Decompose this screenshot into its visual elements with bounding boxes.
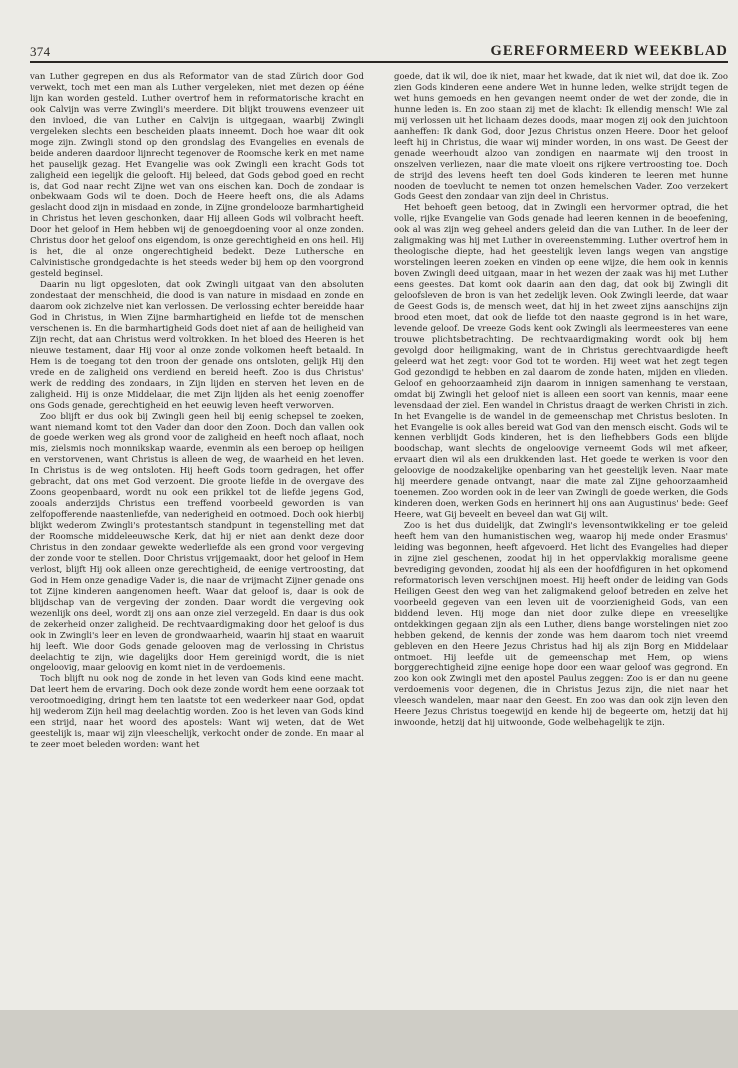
left-column <box>30 72 364 1000</box>
page-number: 374 <box>30 44 51 59</box>
paragraph: goede, dat ik wil, doe ik niet, maar het kwade, dat ik niet wil, dat doe ik. Zoo zien Gods kinderen eene andere Wet in hunne leden, welke strijdt tegen de wet huns gemoeds en hen gevangen neemt onder de wet der zonde, die in hunne leden is. En zoo staan zij met de klacht: Ik ellendig mensch! Wie zal mij verlossen uit het lichaam dezes doods, maar mogen zij ook den juichtoon aanheffen: Ik dank God, door Jezus Christus onzen Heere. Door het geloof leeft hij in Christus, die waar wij minder worden, in ons wast. De Geest der genade weerhoudt alzoo van zondigen en naarmate wij den troost in onszelven verliezen, naar die mate vloeit ons rijkere vertroosting toe. Doch de strijd des levens heeft ten doel Gods kinderen te leeren met hunne nooden de toevlucht te nemen tot onzen hemelschen Vader. Zoo verzekert Gods Geest den zondaar van zijn deel in Christus. <box>394 72 728 203</box>
paragraph: van Luther gegrepen en dus als Reformator van de stad Zürich door God verwekt, toch met een man als Luther vergeleken, niet met dezen op ééne lijn kan worden gesteld. Luther overtrof hem in reformatorische kracht en ook Calvijn was verre Zwingli's meerdere. Dit blijkt trouwens evenzeer uit den invloed, die van Luther en Calvijn is uitgegaan, waarbij Zwingli vergeleken slechts een bescheiden plaats inneemt. Doch hoe waar dit ook moge zijn. Zwingli stond op den grondslag des Evangelies en evenals de beide anderen daardoor lijnrecht tegenover de Roomsche kerk en met name het pauselijk gezag. Het Evangelie was ook Zwingli een kracht Gods tot zaligheid een iegelijk die gelooft. Hij beleed, dat Gods gebod goed en recht is, dat God naar recht Zijne wet van ons eischen kan. Doch de zondaar is onbekwaam Gods wil te doen. Doch de Heere heeft ons, die als Adams geslacht dood zijn in misdaad en zonde, in Zijne grondelooze barmhartigheid in Christus het leven geschonken, daar Hij alleen Gods wil volbracht heeft. Door het geloof in Hem hebben wij de genoegdoening voor al onze zonden. Christus door het geloof ons eigendom, is onze gerechtigheid en ons heil. Hij is het, die al onze ongerechtigheid bedekt. Deze Luthersche en Calvinistische grondgedachte is het steeds weder bij hem op den voorgrond gesteld beginsel. <box>30 72 364 280</box>
running-header <box>30 40 728 60</box>
scan-background <box>0 1010 738 1068</box>
header-rule <box>30 61 728 63</box>
paragraph: Het behoeft geen betoog, dat in Zwingli een hervormer optrad, die het volle, rijke Evangelie van Gods genade had leeren kennen in de beoefening, ook al was zijn weg geheel anders geleid dan die van Luther. In de leer der zaligmaking was hij met Luther in overeenstemming. Luther overtrof hem in theologische diepte, had het geestelijk leven langs wegen van angstige worstelingen leeren zoeken en vinden op eene wijze, die hem ook in kennis boven Zwingli deed uitgaan, maar in het wezen der zaak was hij met Luther eens geestes. Dat komt ook daarin aan den dag, dat ook bij Zwingli dit geloofsleven de bron is van het zedelijk leven. Ook Zwingli leerde, dat waar de Geest Gods is, de mensch weet, dat hij in het zweet zijns aanschijns zijn brood eten moet, dat ook de liefde tot den naaste gegrond is in het ware, levende geloof. De vreeze Gods kent ook Zwingli als leermeesteres van eene trouwe plichtsbetrachting. De rechtvaardigmaking wordt ook bij hem gevolgd door heiligmaking, want de in Christus gerechtvaardigde heeft geleerd wat het zegt: voor God tot te worden. Hij weet wat het zegt tegen God gezondigd te hebben en zal daarom de zonde haten, mijden en vlieden. Geloof en gehoorzaamheid zijn daarom in innigen samenhang te verstaan, omdat bij Zwingli het geloof niet is alleen een soort van kennis, maar eene levensdaad der ziel. Een wandel in Christus draagt de werken Christi in zich. In het Evangelie is de wandel in de gemeenschap met Christus besloten. In het Evangelie is ook alles bereid wat God van den mensch eischt. Gods wil te kennen verblijdt Gods kinderen, het is den liefhebbers Gods een blijde boodschap, want slechts de ongeloovige verneemt Gods wil met afkeer, ervaart dien wil als een drukkenden last. Het goede te werken is voor den geloovige de noodzakelijke openbaring van het geestelijk leven. Naar mate hij meerdere genade ontvangt, naar die mate zal Zijne gehoorzaamheid toenemen. Zoo worden ook in de leer van Zwingli de goede werken, die Gods kinderen doen, werken Gods en herinnert hij ons aan Augustinus' bede: Geef Heere, wat Gij beveelt en beveel dan wat Gij wilt. <box>394 203 728 521</box>
paragraph: Zoo blijft er dus ook bij Zwingli geen heil bij eenig schepsel te zoeken, want niemand komt tot den Vader dan door den Zoon. Doch dan vallen ook de goede werken weg als grond voor de zaligheid en heeft noch aflaat, noch mis, zielsmis noch monnikskap waarde, evenmin als een beroep op heiligen en verstorvenen, want Christus is alleen de weg, de waarheid en het leven. In Christus is de weg ontsloten. Hij heeft Gods toorn gedragen, het offer gebracht, dat ons met God verzoent. Die groote liefde in de overgave des Zoons geopenbaard, wordt nu ook een prikkel tot de liefde jegens God, zooals anderzijds Christus een treffend voorbeeld geworden is van zelfopofferende naastenliefde, van nederigheid en ootmoed. Doch ook hierbij blijkt wederom Zwingli's protestantsch standpunt in tegenstelling met dat der Roomsche middeleeuwsche Kerk, dat hij er niet aan denkt deze door Christus in den zondaar gewekte wederliefde als een grond voor vergeving der zonde voor te stellen. Door Christus vrijgemaakt, door het geloof in Hem verlost, blijft Hij ook alleen onze gerechtigheid, de eenige vertroosting, dat God in Hem onze genadige Vader is, die naar de vrijmacht Zijner genade ons tot Zijne kinderen aangenomen heeft. Waar dat geloof is, daar is ook de blijdschap van de vergeving der zonden. Daar wordt die vergeving ook wezenlijk ons deel, wordt zij ons aan onze ziel verzegeld. En daar is dus ook de zekerheid onzer zaligheid. De rechtvaardigmaking door het geloof is dus ook in Zwingli's leer en leven de grondwaarheid, waarin hij staat en waaruit hij leeft. Wie door Gods genade gelooven mag de verlossing in Christus deelachtig te zijn, wie dagelijks door Hem gereinigd wordt, die is niet ongeloovig, maar geloovig en komt niet in de verdoemenis. <box>30 411 364 674</box>
right-column <box>394 72 728 1000</box>
paragraph: Daarin nu ligt opgesloten, dat ook Zwingli uitgaat van den absoluten zondestaat der menschheid, die dood is van nature in misdaad en zonde en daarom ook zichzelve niet kan verlossen. De verlossing echter bereidde haar God in Christus, in Wien Zijne barmhartigheid en liefde tot de menschen verschenen is. En die barmhartigheid Gods doet niet af aan de heiligheid van Zijn recht, dat aan Christus werd voltrokken. In het bloed des Heeren is het nieuwe testament, daar Hij voor al onze zonde volkomen heeft betaald. In Hem is de toegang tot den troon der genade ons ontsloten, gelijk Hij den vrede en de zaligheid ons verdiend en bereid heeft. Zoo is dus Christus' werk de redding des zondaars, in Zijn lijden en sterven het leven en de zaligheid. Hij is onze Middelaar, die met Zijn lijden als het eenig zoenoffer ons Gods genade, gerechtigheid en het eeuwig leven heeft verworven. <box>30 280 364 411</box>
paragraph: Zoo is het dus duidelijk, dat Zwingli's levensontwikkeling er toe geleid heeft hem van den humanistischen weg, waarop hij mede onder Erasmus' leiding was begonnen, heeft afgevoerd. Het licht des Evangelies had dieper in zijne ziel geschenen, zoodat hij in het oppervlakkig moralisme geene bevrediging gevonden, zoodat hij als een der hoofdfiguren in het opkomend reformatorisch leven verschijnen moest. Hij heeft onder de leiding van Gods Heiligen Geest den weg van het zaligmakend geloof betreden en zelve het voorbeeld gegeven van een leven uit de voorzienigheid Gods, van een biddend leven. Hij moge dan niet door zulke diepe en vreeselijke ontdekkingen gegaan zijn als een Luther, diens bange worstelingen niet zoo hebben gekend, de kennis der zonde was hem daarom toch niet vreemd gebleven en den Heere Jezus Christus had hij als zijn Borg en Middelaar ontmoet. Hij leefde uit de gemeenschap met Hem, op wiens borggerechtigheid zijne eenige hope door een waar geloof was gegrond. En zoo kon ook Zwingli met den apostel Paulus zeggen: Zoo is er dan nu geene verdoemenis voor degenen, die in Christus Jezus zijn, die niet naar het vleesch wandelen, maar naar den Geest. En zoo was dan ook zijn leven den Heere Jezus Christus toegewijd en kende hij de begeerte om, hetzij dat hij inwoonde, hetzij dat hij uitwoonde, Gode welbehagelijk te zijn. <box>394 521 728 729</box>
journal-title: GEREFORMEERD WEEKBLAD <box>490 43 728 59</box>
article-body <box>30 72 728 1000</box>
paragraph: Toch blijft nu ook nog de zonde in het leven van Gods kind eene macht. Dat leert hem de ervaring. Doch ook deze zonde wordt hem eene oorzaak tot verootmoediging, dringt hem ten laatste tot een wederkeer naar God, opdat hij wederom Zijn heil mag deelachtig worden. Zoo is het leven van Gods kind een strijd, naar het woord des apostels: Want wij weten, dat de Wet geestelijk is, maar wij zijn vleeschelijk, verkocht onder de zonde. En maar al te zeer moet beleden worden: want het <box>30 674 364 751</box>
